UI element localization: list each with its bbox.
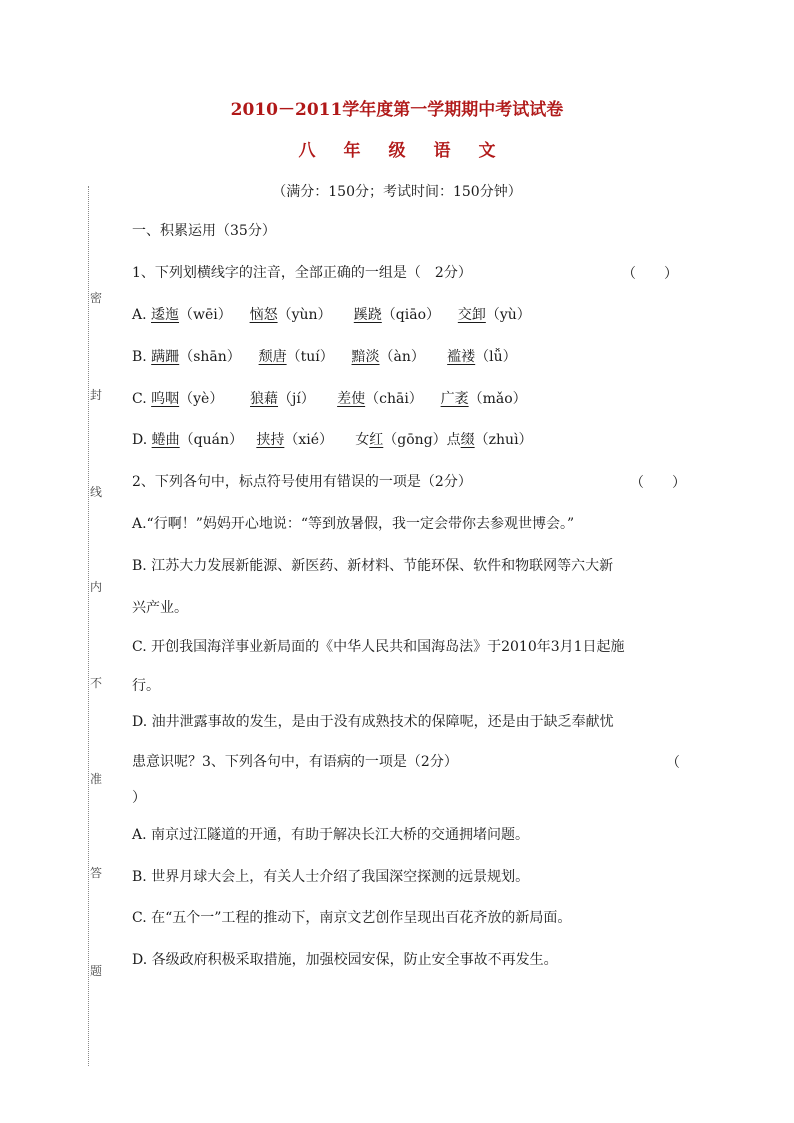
exam-title: 2010－2011学年度第一学期期中考试试卷 <box>230 100 564 120</box>
margin-char: 题 <box>90 964 103 978</box>
q1-option-d: D. 蜷曲（quán） 挟持（xié） 女红（gōng）点缀（zhuì） <box>132 432 533 448</box>
q2-option-b-cont: 兴产业。 <box>132 600 188 616</box>
q1-option-b: B. 蹒跚（shān） 颓唐（tuí） 黯淡（àn） 褴褛（lǚ） <box>132 349 517 365</box>
q2-option-d-cont: 患意识呢？3、下列各句中，有语病的一项是（2分） <box>132 754 458 770</box>
q3-option-b: B. 世界月球大会上，有关人士介绍了我国深空探测的远景规划。 <box>132 869 530 885</box>
q3-option-d: D. 各级政府积极采取措施，加强校园安保，防止安全事故不再发生。 <box>132 952 558 968</box>
section-heading: 一、积累运用（35分） <box>132 223 276 239</box>
q2-stem: 2、下列各句中，标点符号使用有错误的一项是（2分） <box>132 474 472 490</box>
subtitle-char: 文 <box>478 141 496 161</box>
q2-option-d: D. 油井泄露事故的发生，是由于没有成熟技术的保障呢，还是由于缺乏奉献忧 <box>132 714 614 730</box>
q1-answer-paren: （ ） <box>622 266 678 282</box>
q2-option-a: A.“行啊！”妈妈开心地说：“等到放暑假，我一定会带你去参观世博会。” <box>132 516 575 532</box>
q2-option-c: C. 开创我国海洋事业新局面的《中华人民共和国海岛法》于2010年3月1日起施 <box>132 639 625 655</box>
subtitle-char: 级 <box>388 141 406 161</box>
subtitle-char: 年 <box>343 141 361 161</box>
q2-option-c-cont: 行。 <box>132 678 160 694</box>
score-time-line: （满分：150分；考试时间：150分钟） <box>272 184 522 200</box>
margin-char: 不 <box>90 676 103 690</box>
q2-answer-paren: （ ） <box>630 475 686 491</box>
margin-char: 内 <box>90 580 103 594</box>
subtitle-char: 语 <box>433 141 451 161</box>
margin-char: 密 <box>90 291 103 305</box>
margin-char: 答 <box>90 866 103 880</box>
q3-option-c: C. 在“五个一”工程的推动下，南京文艺创作呈现出百花齐放的新局面。 <box>132 910 572 926</box>
q1-option-a: A. 逶迤（wēi） 恼怒（yùn） 蹊跷（qiāo） 交卸（yù） <box>132 307 531 323</box>
margin-char: 线 <box>90 485 103 499</box>
margin-char: 封 <box>90 388 103 402</box>
exam-subtitle <box>0 136 794 161</box>
q3-option-a: A. 南京过江隧道的开通，有助于解决长江大桥的交通拥堵问题。 <box>132 827 530 843</box>
q1-stem: 1、下列划横线字的注音，全部正确的一组是（ 2分） <box>132 265 472 281</box>
q3-answer-paren-open: （ <box>666 755 680 771</box>
subtitle-char: 八 <box>298 141 316 161</box>
q3-answer-paren-close: ） <box>132 790 146 806</box>
q1-option-c: C. 呜咽（yè） 狼藉（jí） 差使（chāi） 广袤（mǎo） <box>132 391 527 407</box>
binding-margin <box>88 186 101 1066</box>
q2-option-b: B. 江苏大力发展新能源、新医药、新材料、节能环保、软件和物联网等六大新 <box>132 558 614 574</box>
margin-char: 准 <box>90 772 103 786</box>
